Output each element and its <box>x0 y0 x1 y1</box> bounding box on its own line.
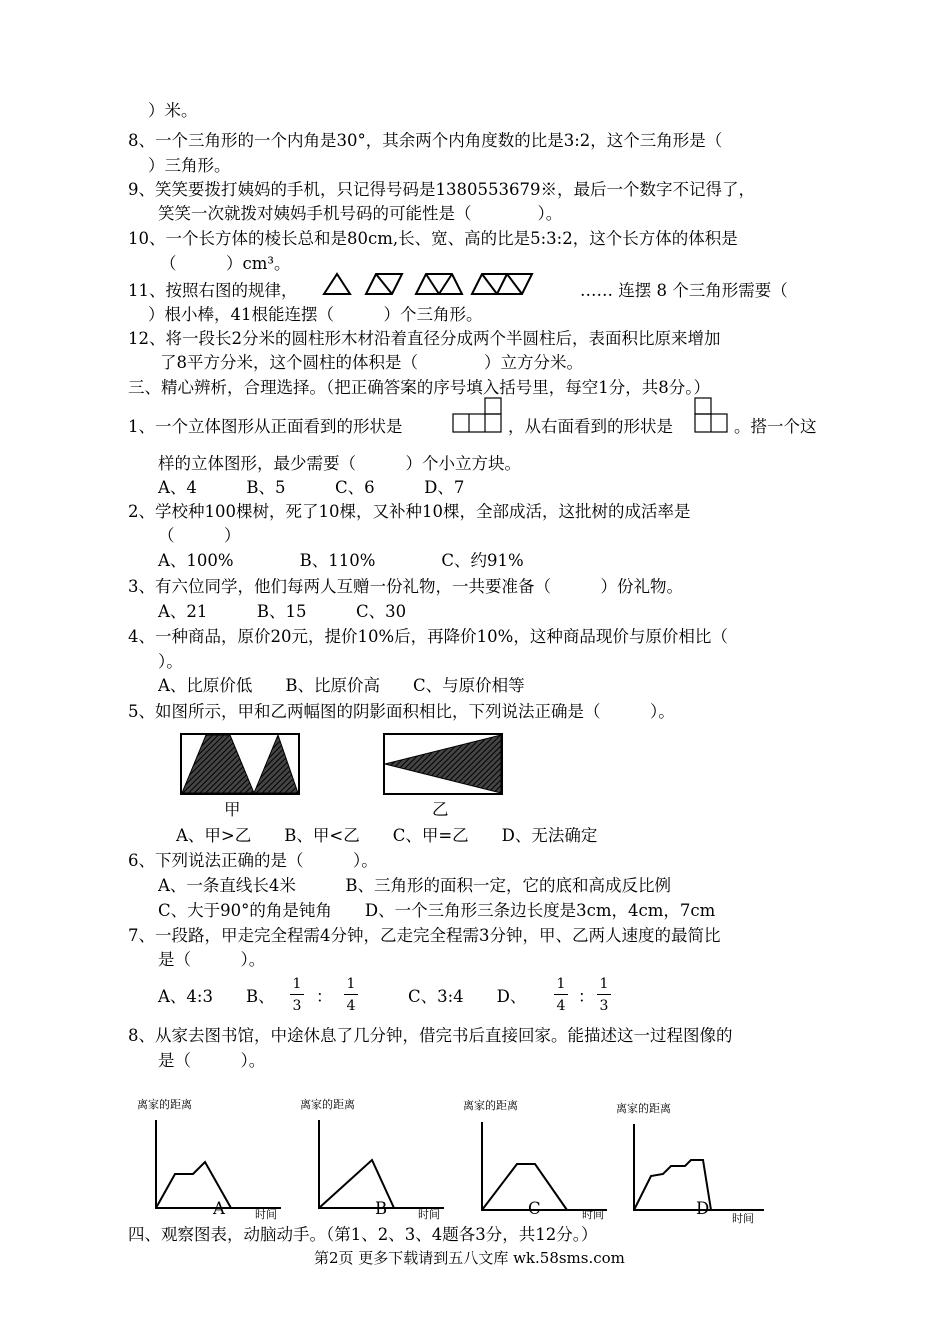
s3q7-line2: 是（ ）。 <box>158 950 266 969</box>
q12-line2: 了8平方分米，这个圆柱的体积是（ ）立方分米。 <box>160 353 583 372</box>
graph-a-option: A <box>213 1199 225 1218</box>
s3q5-options: A、甲>乙 B、甲<乙 C、甲=乙 D、无法确定 <box>176 826 598 845</box>
fraction-numerator: 1 <box>292 976 302 992</box>
q10-line2: （ ）cm³。 <box>160 254 291 273</box>
s3q2-line1: 2、学校种100棵树，死了10棵，又补种10棵，全部成活，这批树的成活率是 <box>128 502 691 521</box>
s3q1-line1a: 1、一个立体图形从正面看到的形状是 <box>128 417 403 436</box>
s3q6-options-cd: C、大于90°的角是钝角 D、一个三角形三条边长度是3cm，4cm，7cm <box>158 901 716 920</box>
q11-line1b: …… 连摆 8 个三角形需要（ <box>580 281 788 300</box>
q9-line1: 9、笑笑要拨打姨妈的手机，只记得号码是1380553679※，最后一个数字不记得了， <box>128 180 755 199</box>
q12-line1: 12、将一段长2分米的圆柱形木材沿着直径分成两个半圆柱后，表面积比原来增加 <box>128 329 721 348</box>
graph-c-option: C <box>528 1199 541 1218</box>
s3q1-line1c: 。搭一个这 <box>734 417 817 436</box>
s3q7-options-cd: C、3:4 D、 <box>408 987 527 1006</box>
triangle-pattern-figure <box>322 272 532 296</box>
fraction-denominator: 3 <box>292 998 302 1014</box>
s3q4-line2: ）。 <box>158 652 183 671</box>
fraction-bar <box>344 994 358 995</box>
shaded-figure-yi <box>383 733 503 795</box>
graph-b-option: B <box>375 1199 388 1218</box>
front-view-figure <box>452 398 502 434</box>
s3q2-options: A、100% B、110% C、约91% <box>158 551 524 570</box>
graph-a-ylabel: 离家的距离 <box>137 1098 192 1111</box>
s3q6-options-ab: A、一条直线长4米 B、三角形的面积一定，它的底和高成反比例 <box>158 876 672 895</box>
fraction-bar <box>290 994 304 995</box>
s3q3-options: A、21 B、15 C、30 <box>158 602 407 621</box>
q10-line1: 10、一个长方体的棱长总和是80cm,长、宽、高的比是5:3:2，这个长方体的体积是 <box>128 229 738 248</box>
graph-b-xlabel: 时间 <box>418 1208 440 1221</box>
s3q1-line2: 样的立体图形，最少需要（ ）个小立方块。 <box>158 454 521 473</box>
graph-b <box>316 1120 446 1210</box>
page-footer: 第2页 更多下载请到五八文库 wk.58sms.com <box>314 1249 625 1267</box>
q11-line1a: 11、按照右图的规律， <box>128 281 298 300</box>
graph-d-ylabel: 离家的距离 <box>616 1102 671 1115</box>
fraction-numerator: 1 <box>556 976 566 992</box>
line-0: ）米。 <box>148 101 198 120</box>
graph-c-xlabel: 时间 <box>582 1208 604 1221</box>
figure-jia-label: 甲 <box>224 800 241 819</box>
fraction-bar <box>554 994 568 995</box>
s3q4-line1: 4、一种商品，原价20元，提价10%后，再降价10%，这种商品现价与原价相比（ <box>128 627 728 646</box>
q8-line1: 8、一个三角形的一个内角是30°，其余两个内角度数的比是3:2，这个三角形是（ <box>128 131 723 150</box>
s3q8-line1: 8、从家去图书馆，中途休息了几分钟，借完书后直接回家。能描述这一过程图像的 <box>128 1026 733 1045</box>
ratio-colon: ： <box>578 987 595 1006</box>
s3q1-line1b: ，从右面看到的形状是 <box>508 417 673 436</box>
shaded-figure-jia <box>180 733 300 795</box>
s3q5-line1: 5、如图所示，甲和乙两幅图的阴影面积相比，下列说法正确是（ ）。 <box>128 702 675 721</box>
q9-line2: 笑笑一次就拨对姨妈手机号码的可能性是（ ）。 <box>158 204 563 223</box>
s3q2-line2: （ ） <box>158 526 241 545</box>
ratio-colon: ： <box>316 987 333 1006</box>
section3-heading: 三、精心辨析，合理选择。（把正确答案的序号填入括号里，每空1分，共8分。） <box>128 378 710 397</box>
graph-b-ylabel: 离家的距离 <box>300 1098 355 1111</box>
fraction-bar <box>597 994 611 995</box>
figure-yi-label: 乙 <box>432 800 449 819</box>
s3q8-line2: 是（ ）。 <box>158 1051 266 1070</box>
s3q3-line1: 3、有六位同学，他们每两人互赠一份礼物，一共要准备（ ）份礼物。 <box>128 577 683 596</box>
s3q7-options-ab: A、4:3 B、 <box>158 987 275 1006</box>
graph-a <box>153 1120 283 1210</box>
graph-d-xlabel: 时间 <box>732 1212 754 1225</box>
s3q7-line1: 7、一段路，甲走完全程需4分钟，乙走完全程需3分钟，甲、乙两人速度的最简比 <box>128 926 721 945</box>
graph-c-ylabel: 离家的距离 <box>463 1099 518 1112</box>
fraction-numerator: 1 <box>599 976 609 992</box>
fraction-denominator: 4 <box>556 998 566 1014</box>
s3q4-options: A、比原价低 B、比原价高 C、与原价相等 <box>158 676 525 695</box>
graph-a-xlabel: 时间 <box>255 1208 277 1221</box>
q11-line2: ）根小棒，41根能连摆（ ）个三角形。 <box>148 305 483 324</box>
fraction-numerator: 1 <box>346 976 356 992</box>
fraction-denominator: 4 <box>346 998 356 1014</box>
graph-d-option: D <box>696 1199 710 1218</box>
graph-c <box>479 1122 609 1212</box>
s3q1-options: A、4 B、5 C、6 D、7 <box>158 478 465 497</box>
q8-line2: ）三角形。 <box>148 156 231 175</box>
fraction-denominator: 3 <box>599 998 609 1014</box>
right-view-figure <box>694 398 728 434</box>
section4-heading: 四、观察图表，动脑动手。（第1、2、3、4题各3分，共12分。） <box>128 1225 598 1244</box>
s3q6-line1: 6、下列说法正确的是（ ）。 <box>128 851 378 870</box>
